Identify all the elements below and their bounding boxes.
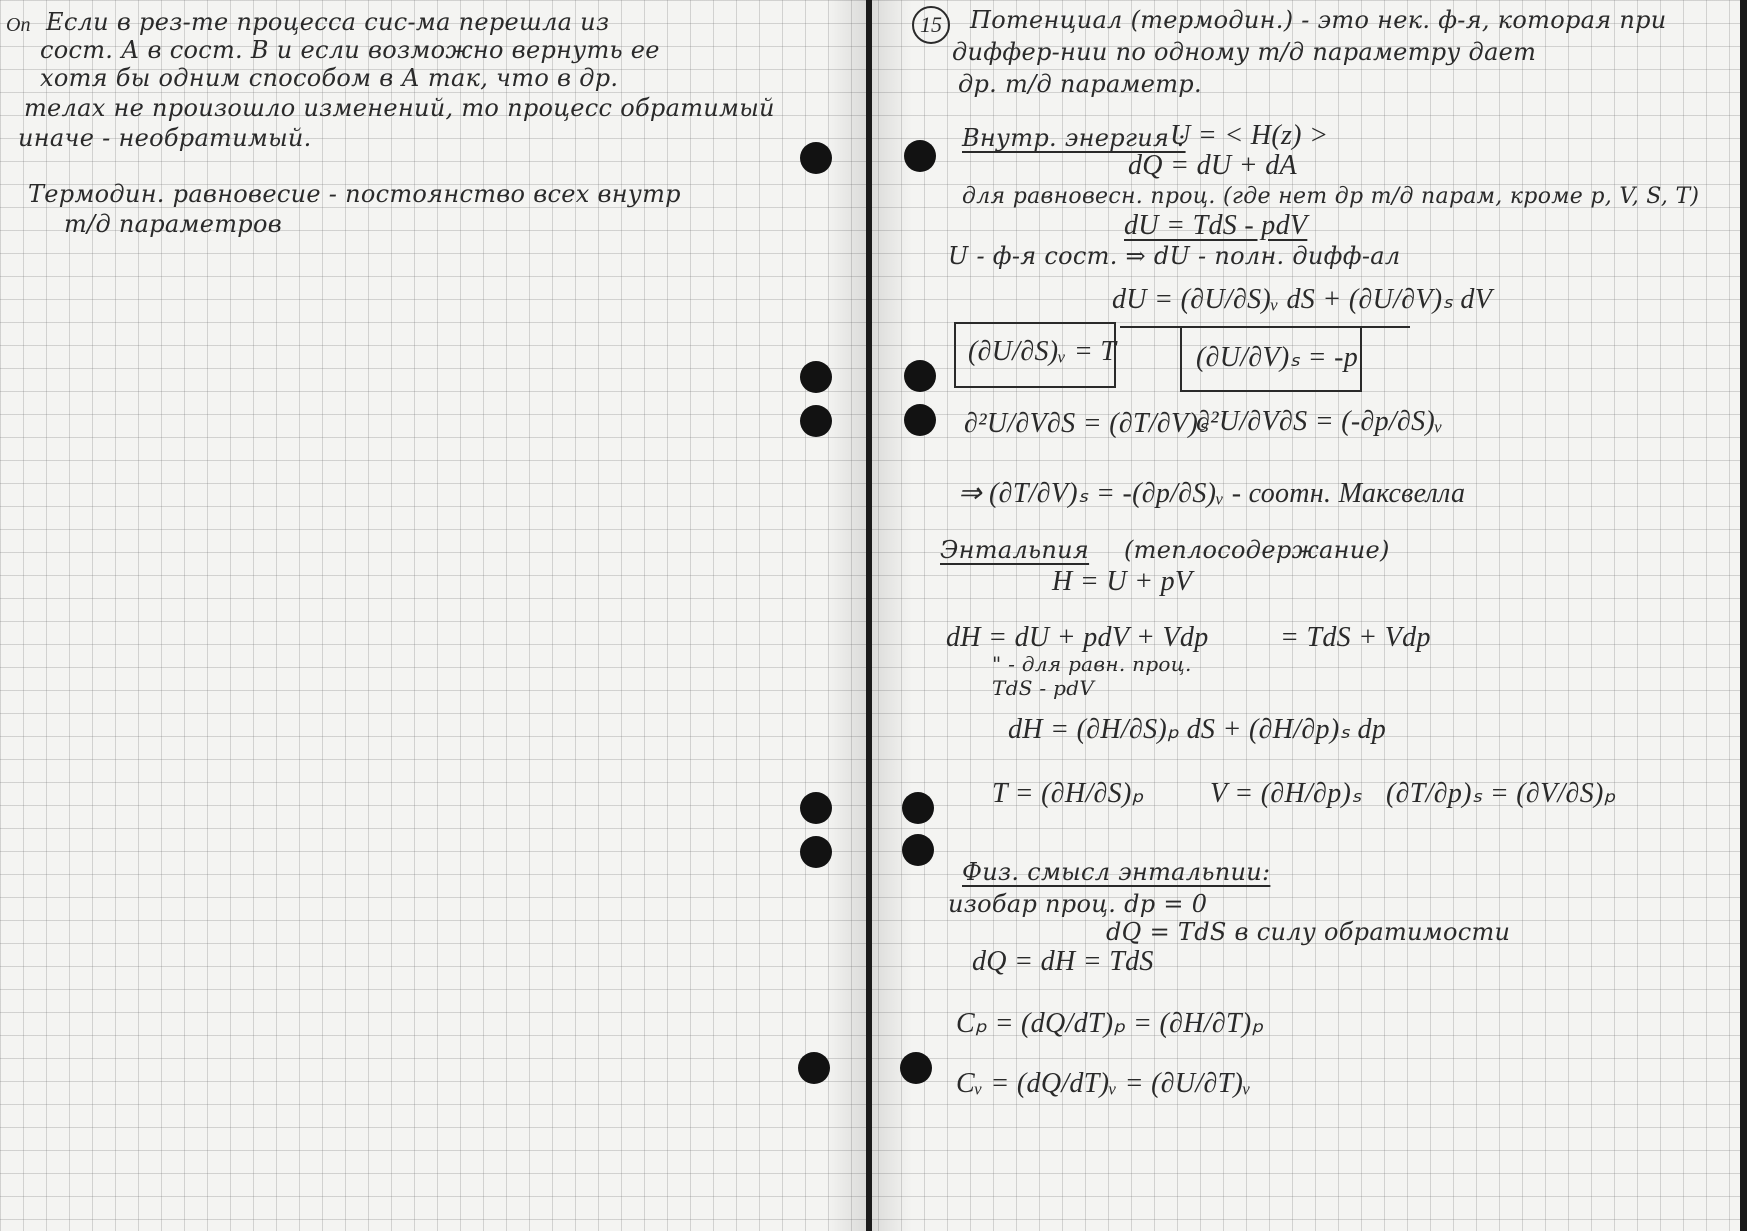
definition-line-5: иначе - необратимый. bbox=[18, 124, 312, 152]
box-p-text: (∂U/∂V)ₛ = -p bbox=[1196, 342, 1358, 373]
binder-hole bbox=[904, 140, 936, 172]
reversibility-note: dQ = TdS в силу обратимости bbox=[1106, 918, 1511, 946]
definition-line-3: хотя бы одним способом в А так, что в др. bbox=[40, 64, 619, 92]
internal-energy-def: U = < H(z) > bbox=[1170, 120, 1329, 151]
binder-hole bbox=[800, 361, 832, 393]
enthalpy-def: H = U + pV bbox=[1052, 566, 1193, 597]
intro-line-1: Потенциал (термодин.) - это нек. ф-я, которая при bbox=[970, 6, 1667, 34]
isobaric-note: изобар проц. dp = 0 bbox=[948, 890, 1208, 918]
definition-line-2: сост. А в сост. В и если возможно вернуть ее bbox=[40, 36, 660, 64]
cp-equation: Cₚ = (dQ/dT)ₚ = (∂H/∂T)ₚ bbox=[956, 1008, 1264, 1039]
binder-hole bbox=[800, 836, 832, 868]
definition-line-1: Если в рез-те процесса сис-ма перешла из bbox=[46, 8, 610, 36]
first-law: dQ = dU + dA bbox=[1128, 150, 1297, 181]
binder-hole bbox=[800, 405, 832, 437]
v-relation: V = (∂H/∂p)ₛ bbox=[1210, 778, 1362, 809]
dh-substitution: TdS - pdV bbox=[992, 676, 1095, 700]
cross-derivative-2: ∂²U/∂V∂S = (-∂p/∂S)ᵥ bbox=[1196, 406, 1444, 437]
binder-hole bbox=[798, 1052, 830, 1084]
page-gutter-shadow bbox=[826, 0, 866, 1231]
cv-equation: Cᵥ = (dQ/dT)ᵥ = (∂U/∂T)ᵥ bbox=[956, 1068, 1252, 1099]
binder-hole bbox=[902, 792, 934, 824]
binder-hole bbox=[904, 360, 936, 392]
page-gutter-shadow bbox=[872, 0, 912, 1231]
binder-hole bbox=[900, 1052, 932, 1084]
equilibrium-note: для равновесн. проц. (где нет др т/д парам, кроме p, V, S, T) bbox=[962, 184, 1700, 209]
intro-line-3: др. т/д параметр. bbox=[958, 70, 1202, 98]
du-full-differential: dU = (∂U/∂S)ᵥ dS + (∂U/∂V)ₛ dV bbox=[1112, 284, 1493, 315]
binder-hole bbox=[800, 792, 832, 824]
definition-line-4: телах не произошло изменений, то процесс обратимый bbox=[24, 94, 775, 122]
binder-hole bbox=[800, 142, 832, 174]
cross-derivative-1: ∂²U/∂V∂S = (∂T/∂V)ₛ bbox=[964, 408, 1209, 439]
intro-line-2: диффер-нии по одному т/д параметру дает bbox=[952, 38, 1537, 66]
binder-hole bbox=[904, 404, 936, 436]
state-function-note: U - ф-я сост. ⇒ dU - полн. дифф-ал bbox=[948, 242, 1401, 270]
dh-full-differential: dH = (∂H/∂S)ₚ dS + (∂H/∂p)ₛ dp bbox=[1008, 714, 1387, 745]
internal-energy-heading: Внутр. энергия : bbox=[962, 124, 1186, 152]
heat-enthalpy-equation: dQ = dH = TdS bbox=[972, 946, 1154, 977]
binder-hole bbox=[902, 834, 934, 866]
equilibrium-line-2: т/д параметров bbox=[64, 210, 282, 238]
equilibrium-line-1: Термодин. равновесие - постоянство всех внутр bbox=[28, 180, 681, 208]
enthalpy-heading-note: (теплосодержание) bbox=[1124, 536, 1390, 564]
margin-mark: Оп bbox=[6, 14, 31, 36]
left-page bbox=[0, 0, 866, 1231]
enthalpy-heading: Энтальпия bbox=[940, 536, 1090, 564]
maxwell-relation-2: (∂T/∂p)ₛ = (∂V/∂S)ₚ bbox=[1386, 778, 1616, 809]
box-t-text: (∂U/∂S)ᵥ = T bbox=[968, 336, 1117, 367]
ticket-number-badge: 15 bbox=[912, 6, 950, 44]
du-equation: dU = TdS - pdV bbox=[1124, 210, 1308, 241]
maxwell-relation: ⇒ (∂T/∂V)ₛ = -(∂p/∂S)ᵥ - соотн. Максвелла bbox=[958, 478, 1466, 509]
physical-meaning-heading: Физ. смысл энтальпии: bbox=[962, 858, 1271, 886]
dh-result: = TdS + Vdp bbox=[1280, 622, 1431, 653]
dh-equation: dH = dU + pdV + Vdp bbox=[946, 622, 1209, 653]
t-relation: T = (∂H/∂S)ₚ bbox=[992, 778, 1144, 809]
dh-substitution-note: " - для равн. проц. bbox=[992, 652, 1192, 676]
